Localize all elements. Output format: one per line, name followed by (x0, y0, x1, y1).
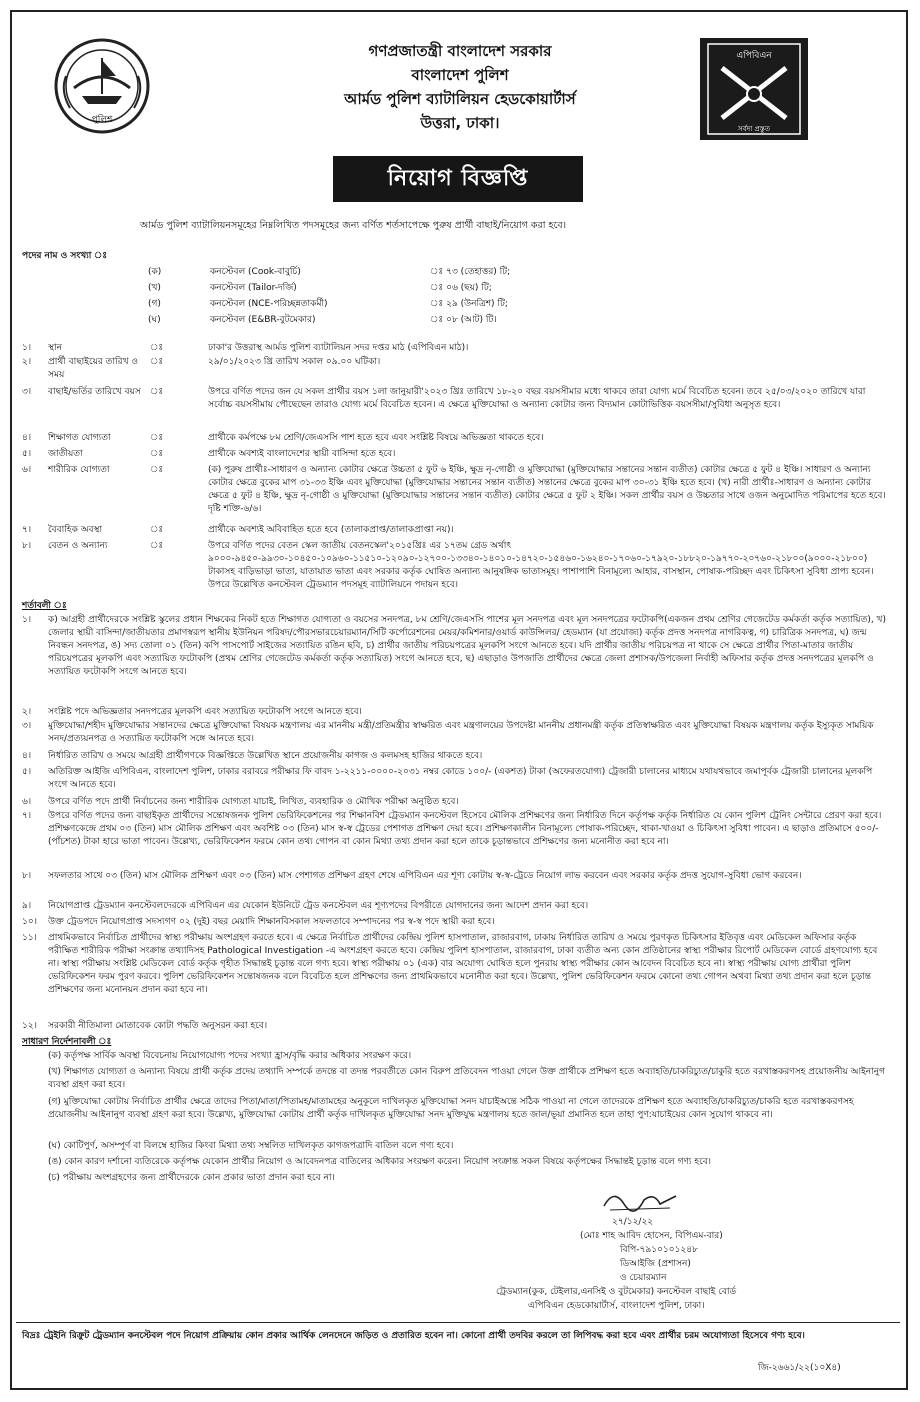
condition-num: ১০। (22, 917, 37, 927)
condition-text: সফলতার সাথে ০৩ (তিন) মাস মৌলিক প্রশিক্ষণ এবং ০৩ (তিন) মাস পেশাগত প্রশিক্ষণ গ্রহণ শেষে এপিবিএন এর শূণ্য কোটায় স্ব-স্ব-ট্রেডে নিয়োগ লাভ করবেন এবং সরকার কর্তৃক প্রদত্ত সুযোগ-সুবিধা ভোগ করবেন। (48, 871, 802, 881)
condition-num: ১। (22, 615, 32, 625)
post-count: ঃ ০৮ (আট) টি। (430, 315, 497, 325)
detail-num: ৪। (22, 433, 32, 443)
condition-num: ৪। (22, 751, 32, 761)
condition-text: প্রাথমিকভাবে নির্বাচিত প্রার্থীদের স্বাস্থ্য পরীক্ষায় অংশগ্রহণ করতে হবে। এ ক্ষেত্রে নির্বাচিত প্রার্থীদের কেন্দ্রিয় পুলিশ হাসপাতাল, রাজারবাগ, ঢাকায় নির্ধারিত তারিখ ও সময়ে পুরণকৃত চিকিৎসার ইতিবৃত্ত এবং মেডিকেল অফিসার কর্তৃক পরীক্ষিত শারীরিক পরীক্ষা সংক্রান্ত তথ্যাদিসহ Pathological Investigation -এ অংশগ্রহণ করতে হবে। কেন্দ্রিয় পুলিশ হাসপাতাল, রাজারবাগ, ঢাকা ব্যতীত অন্য কোন প্রতিষ্ঠানের স্বাস্থ্য পরীক্ষার রিপোর্ট মেডিকেল বোর্ডে গ্রহণযোগ্য হবে না। স্বাস্থ্য পরীক্ষায় সংশ্লিষ্ট মেডিকেল বোর্ড কর্তৃক গৃহীত সিদ্ধান্তই চূড়ান্ত বলে গণ্য হবে। স্বাস্থ্য পরীক্ষায় ০১ (এক) বার অযোগ্য ঘোষিত হলে পুনরায় স্বাস্থ্য পরীক্ষার কোন আবেদন বিবেচিত হবে না। স্বাস্থ্য পরীক্ষায় যোগ্য প্রার্থীরা পুলিশ ভেরিফিকেশন ফরম পুরণ করবে। পুলিশ ভেরিফিকেশন সন্তোষজনক বলে বিবেচিত হলে প্রশিক্ষণের জন্য প্রাথমিকভাবে মনোনীত করা হবে। উল্লেখ্য, পুলিশ ভেরিফিকেশন ফরমে কোনো তথ্য গোপন অথবা মিথ্যা তথ্য প্রদান করা হলে চূড়ান্ত প্রশিক্ষণের জন্য মনোনয়ন প্রদান করা হবে না। (48, 933, 878, 995)
detail-sep: ঃ (150, 449, 164, 459)
post-name: কনস্টেবল (NCE-পরিচ্ছন্নতাকর্মী) (210, 299, 328, 309)
signatory-designation: ডিআইজি (প্রশাসন) (620, 1259, 691, 1269)
detail-text: উপরে বর্ণিত পদের বেতন স্কেল জাতীয় বেতনস্কেল'২০১৫খ্রিঃ এর ১৭তম গ্রেড অর্থাৎ ৯০০০-৯৪৫০-৯৯৩০-১০৪৫০-১০৯৬০-১১৫১০-১২০৯০-১২৭০০-১৩৩৪০-১৪০১০-১৪৭২০-১৫৪৬০-১৬২৪০-১৭০৬০-১৭৯২০-১৮৮২০-১৯৭৭০-২০৭৬০-২১৮০০(৯০০০-২১৮০০) টাকাসহ বাড়িভাড়া ভাতা, যাতায়াত ভাতা এবং সরকার কর্তৃক ঘোষিত অন্যান্য আনুষঙ্গিক ভাতাসমূহ। পাশাপাশি বিনামূল্যে আহার, বাসস্থান, পোষাক-পরিচ্ছদ এবং চিকিৎসা সুবিধা প্রাপ্য হবেন। উপরে উল্লেখিত কনস্টেবল ট্রেডম্যান পদসমূহ ব্যাটালিয়নে পদায়ন হবে। (208, 541, 874, 590)
detail-text: ২৯/০১/২০২৩ খ্রি তারিখ সকাল ০৯.০০ ঘটিকা। (208, 357, 381, 367)
condition-text: নিয়োগপ্রাপ্ত ট্রেডম্যান কনস্টেবলদেরকে এপিবিএন এর যেকোন ইউনিটে ট্রেড কনস্টেবল এর শূণ্যপদের বিপরীতে যোগদানের জন্য আদেশ প্রদান করা হবে। (48, 901, 589, 911)
emblem-label: পুলিশ (91, 115, 113, 125)
general-item: (ঘ) কোটিপুর্ণ, অসম্পূর্ণ বা বিলম্বে হাজির কিংবা মিথ্যা তথ্য সম্বলিত দাখিলকৃত কাগজপত্রাদি বাতিল বলে গণ্য হবে। (48, 1141, 454, 1151)
detail-label: বেতন ও অন্যান্য (48, 541, 108, 551)
detail-sep: ঃ (150, 387, 164, 397)
detail-num: ৫। (22, 449, 32, 459)
office-location: উত্তরা, ঢাকা। (420, 114, 500, 132)
detail-label: স্থান (48, 343, 62, 353)
condition-num: ৯। (22, 901, 32, 911)
detail-num: ৭। (22, 525, 32, 535)
detail-text: প্রার্থীকে অবশ্যই বাংলাদেশের স্থায়ী বাসিন্দা হতে হবে। (208, 449, 396, 459)
general-heading: সাধারণ নির্দেশনাবলী ঃ (22, 1037, 112, 1047)
posts-heading: পদের নাম ও সংখ্যা ঃ (22, 251, 108, 261)
condition-num: ৩। (22, 721, 32, 731)
post-count: ঃ ০৬ (ছয়) টি; (430, 283, 492, 293)
signature-date: ২৭/১২/২২ (612, 1217, 654, 1227)
detail-sep: ঃ (150, 465, 164, 475)
detail-sep: ঃ (150, 525, 164, 535)
post-mark: (গ) (148, 299, 161, 309)
notice-title: নিয়োগ বিজ্ঞপ্তি (333, 156, 583, 202)
detail-label: শিক্ষাগত যোগ্যতা (48, 433, 111, 443)
general-item: (ক) কর্তৃপক্ষ সার্বিক অবস্থা বিবেচনায় নিয়োগযোগ্য পদের সংখ্যা হ্রাস/বৃদ্ধি করার অধিকার সংরক্ষণ করে। (48, 1051, 412, 1061)
condition-num: ১১। (22, 933, 37, 943)
detail-text: প্রার্থীকে কর্মপক্ষে ৮ম শ্রেণি/জেএসসি পাশ হতে হবে এবং সংশ্লিষ্ট বিষয়ে অভিজ্ঞতা থাকতে হবে। (208, 433, 544, 443)
detail-text: উপরে বর্ণিত পদের জন যে সকল প্রার্থীর বয়স ১লা জানুয়ারী'২০২৩ খ্রিঃ তারিখে ১৮-২০ বছর বয়সসীমার মধ্যে থাকবে তারা যোগ্য মর্মে বিবেচিত হবেন। তবে ২৫/০৩/২০২০ তারিখে যারা সর্বোচ্চ বয়সসীমায় পৌছেছেন তারাও যোগ্য মর্মে বিবেচিত হবেন। এ ক্ষেত্রে মুক্তিযোদ্ধা ও অন্যান্য কোটার জন্য বিদ্যমান কোটাভিত্তিক বয়সসীমা/সুবিধা অনুসৃত হবে। (208, 387, 866, 410)
condition-text: উপরে বর্ণিত পদে প্রার্থী নির্বাচনের জন্য শারীরিক যোগ্যতা যাচাই, লিখিত, ব্যবহারিক ও মৌখিক পরীক্ষা অনুষ্ঠিত হবে। (48, 797, 459, 807)
footnote: বিদ্রঃ ট্রেইনি রিক্রুট ট্রেডম্যান কনস্টেবল পদে নিয়োগ প্রক্রিয়ায় কোন প্রকার আর্থিক লেনদেনে জড়িত ও প্রতারিত হবেন না। কোনো প্রার্থী তদবির করলে তা লিপিবদ্ধ করা হবে এবং প্রার্থীর চরম অযোগ্যতা হিসেবে গণ্য হবে। (22, 1331, 805, 1341)
detail-num: ৬। (22, 465, 32, 475)
signature-scribble-icon (600, 1186, 680, 1216)
intro-text: আর্মড পুলিশ ব্যাটালিয়নসমূহের নিম্নলিখিত পদসমূহের জন্য বর্ণিত শর্তসাপেক্ষে পুরুষ প্রার্থী বাছাই/নিয়োগ করা হবে। (140, 220, 567, 231)
post-name: কনস্টেবল (Tailor-দর্জি) (210, 283, 297, 293)
detail-sep: ঃ (150, 357, 164, 367)
detail-label: বৈবাহিক অবস্থা (48, 525, 103, 535)
post-count: ঃ ২৯ (উনত্রিশ) টি; (430, 299, 508, 309)
detail-num: ৮। (22, 541, 32, 551)
condition-num: ২। (22, 707, 32, 717)
general-item: (ঙ) কোন কারণ দর্শানো ব্যতিরেকে কর্তৃপক্ষ যেকোন প্রার্থীর নিয়োগ ও আবেদনপত্র বাতিলের অধিকার সংরক্ষণ করেন। নিয়োগ সংক্রান্ত সকল বিষয়ে কর্তৃপক্ষের সিদ্ধান্তই চূড়ান্ত বলে গণ্য হবে। (48, 1157, 711, 1167)
condition-num: ৭। (22, 811, 32, 821)
general-item: (খ) শিক্ষাগত যোগ্যতা ও অন্যান্য বিষয়ে প্রার্থী কর্তৃক প্রদেয় তথ্যাদি সম্পর্কে তদন্তে বা তদন্ত পরবর্তীতে কোন বিরুপ প্রতিবেদন পাওয়া গেলে উক্ত প্রার্থীকে প্রশিক্ষণ হতে অব্যাহতি/চাকরিচ্যুত/চাকুরি হতে বরখাস্তকরণসহ প্রয়োজনীয় আইনানুগ ব্যবস্থা গ্রহণ করা হবে। (48, 1067, 886, 1090)
condition-text: উপরে বর্ণিত পদের জন্য বাছাইকৃত প্রার্থীদের সন্তোষজনক পুলিশ ভেরিফিকেশনের পর শিক্ষানবিশ ট্রেডম্যান কনস্টেবল হিসেবে মৌলিক প্রশিক্ষণের জন্য নির্ধারিত দিনে কর্তৃপক্ষ কর্তৃক নির্ধারিত যে কোন পুলিশ ট্রেনিং সেন্টারে প্রেরণ করা হবে। প্রশিক্ষণকেন্দ্রে প্রথম ০৩ (তিন) মাস মৌলিক প্রশিক্ষণ এবং অবশিষ্ট ০৩ (তিন) মাস স্ব-স্ব ট্রেডের পেশাগত প্রশিক্ষণ দেয়া হবে। প্রশিক্ষণকালীন বিনামূল্যে পোষাক-পরিচ্ছেদ, থাকা-খাওয়া ও চিকিৎসা সুবিধা পাবেন। এ ছাড়াও প্রতিমাসে ৫০০/- (পাঁচশত) টাকা হারে ভাতা পাবেন। উল্লেখ্য, ভেরিফিকেশন ফরমে কোন তথ্য গোপন বা কোন মিথ্যা তথ্য প্রদান করা হলে তাকে চূড়ান্তভাবে প্রশিক্ষণের জন্য মনোনীত করা হবে না। (48, 811, 882, 847)
general-item: (চ) পরীক্ষায় অংশগ্রহণের জন্য প্রার্থীদেরকে কোন প্রকার ভাতা প্রদান করা হবে না। (48, 1173, 335, 1183)
detail-label: বাছাই/ভর্তির তারিখে বয়স (48, 387, 141, 397)
detail-text: (ক) পুরুষ প্রার্থীঃ-সাধারণ ও অন্যান্য কোটার ক্ষেত্রে উচ্চতা ৫ ফুট ৬ ইঞ্চি, ক্ষুদ্র নৃ-গোষ্ঠী ও মুক্তিযোদ্ধা (মুক্তিযোদ্ধার সন্তানের সন্তান ব্যতীত) কোটার ক্ষেত্রে ৫ ফুট ৪ ইঞ্চি। সাধারণ ও অন্যান্য কোটার ক্ষেত্রে বুকের মাপ ৩১-৩৩ ইঞ্চি এবং মুক্তিযোদ্ধা (মুক্তিযোদ্ধার সন্তানের সন্তান ব্যতীত) সন্তানের ক্ষেত্রে বুকের মাপ ৩০-৩১ ইঞ্চি হতে হবে। (খ) নারী প্রার্থীঃ-সাধারণ ও অন্যান্য কোটার ক্ষেত্রে ৫ ফুট ৪ ইঞ্চি, ক্ষুদ্র নৃ-গোষ্ঠী ও মুক্তিযোদ্ধা (মুক্তিযোদ্ধার সন্তানের সন্তান ব্যতীত) কোটার ক্ষেত্রে ৫ ফুট ২ ইঞ্চি। সকল প্রার্থীর বয়স ও উচ্চতার সাথে ওজন অনুমোদিত পরিমাপের হতে হবে। দৃষ্টি শক্তি-৬/৬। (208, 465, 886, 514)
condition-num: ৫। (22, 767, 32, 777)
condition-text: অতিরিক্ত আইজি এপিবিএন, বাংলাদেশ পুলিশ, ঢাকার বরাবরে পরীক্ষার ফি বাবদ ১-২২১১-০০০০-২০৩১ নম্বর কোডে ১০০/- (একশত) টাকা (অফেরতযোগ্য) ট্রেজারী চালানের মাধ্যমে যথাযথভাবে জমাপূর্বক ট্রেজারী চালানের মূলকপি সংগে আনতে হবে। (48, 767, 873, 790)
post-count: ঃ ৭৩ (তেহাত্তর) টি; (430, 267, 511, 277)
post-mark: (ক) (148, 267, 162, 277)
detail-label: জাতীয়তা (48, 449, 83, 459)
detail-num: ১। (22, 343, 32, 353)
condition-text: নির্ধারিত তারিখ ও সময়ে আগ্রহী প্রার্থীগণকে বিজ্ঞপ্তিতে উল্লেখিত স্থানে প্রয়োজনীয় কাগজ ও কলমসহ হাজির থাকতে হবে। (48, 751, 483, 761)
reference-code: জি-২৬৬১/২২(১০X৪) (758, 1363, 841, 1373)
footnote-divider (16, 1322, 900, 1323)
selection-board: ট্রেডম্যান(কুক, টেইলার,এনসিই ও বুটমেকার) কনস্টেবল বাছাই বোর্ড (496, 1287, 737, 1297)
condition-text: মুক্তিযোদ্ধা/শহীদ মুক্তিযোদ্ধার সন্তানদের ক্ষেত্রে মুক্তিযোদ্ধা বিষয়ক মন্ত্রণালয় এর মাননীয় মন্ত্রী/প্রতিমন্ত্রীর স্বাক্ষরিত এবং মন্ত্রণালয়ের উপদেষ্টা মাননীয় প্রধানমন্ত্রী কর্তৃক প্রতিস্বাক্ষরিত এবং মুক্তিযোদ্ধা বিষয়ক মন্ত্রণালয় কর্তৃক ইস্যুকৃত সাময়িক সনদ/প্রত্যয়নপত্র ও সত্যায়িত ফটোকপি সঙ্গে আনতে হবে। (48, 721, 874, 744)
condition-num: ১২। (22, 1021, 37, 1031)
detail-text: ঢাকা'র উত্তরাস্থ আর্মড পুলিশ ব্যাটালিয়ন সদর দপ্তর মাঠ (এপিবিএন মাঠ)। (208, 343, 469, 353)
detail-label: প্রার্থী বাছাইয়ের তারিখ ও সময় (48, 357, 138, 380)
post-name: কনস্টেবল (Cook-বাবুর্চি) (210, 267, 301, 277)
detail-text: প্রার্থীকে অবশ্যই অবিবাহিত হতে হবে (তালাকপ্রাপ্ত/তালাকপ্রাপ্তা নয়)। (208, 525, 454, 535)
condition-text: উক্ত ট্রেডপদে নিয়োগপ্রাপ্ত সদস্যগণ ০২ (দুই) বছর মেয়াদি শিক্ষানবিসকাল সফলতাবে সম্পাদনের পর স্ব-স্ব পদে স্থায়ী করা হবে। (48, 917, 495, 927)
apbn-label-top: এপিবিএন (736, 51, 772, 61)
dept-name: বাংলাদেশ পুলিশ (411, 66, 509, 84)
signatory-name: (মোঃ শাহ আবিদ হোসেন, বিপিএম-বার) (580, 1231, 723, 1241)
post-mark: (ঘ) (148, 315, 161, 325)
condition-text: সংশ্লিষ্ট পদে অভিজ্ঞতার সনদপত্রের মূলকপি এবং সত্যায়িত ফটোকপি সংগে আনতে হবে। (48, 707, 362, 717)
govt-name: গণপ্রজাতন্ত্রী বাংলাদেশ সরকার (368, 42, 552, 60)
general-item: (গ) মুক্তিযোদ্ধা কোটায় নির্বাচিত প্রার্থীর ক্ষেত্রে তাদের পিতা/মাতা/পিতামহ/মাতামহের অনুকূলে দাখিলকৃত মুক্তিযোদ্ধা সনদ যাচাইঅন্তে সঠিক পাওয়া না গেলে তাদেরকে প্রশিক্ষণ হতে অব্যাহতি/চাকরিচ্যুত/চাকরি হতে বরখাস্তকরণসহ প্রয়োজনীয় আইনানুগ ব্যবস্থা গ্রহণ করা হবে। উল্লেখ্য, মুক্তিযোদ্ধা কোটায় প্রার্থী কর্তৃক দাখিলকৃত মুক্তিযোদ্ধা সনদ মুক্তিযুদ্ধ মন্ত্রণালয় হতে জাল/ভূয়া প্রমানিত হলে তাহা পুণ:যাচাইয়ের কোন সুযোগ থাকবে না। (48, 1097, 854, 1120)
office-name: আর্মড পুলিশ ব্যাটালিয়ন হেডকোয়ার্টার্স (344, 90, 576, 108)
bangladesh-police-emblem-icon (52, 36, 152, 136)
condition-num: ৮। (22, 871, 32, 881)
condition-text: সরকারী নীতিমালা মোতাবেক কোটা পদ্ধতি অনুসরন করা হবে। (48, 1021, 268, 1031)
detail-num: ৩। (22, 387, 32, 397)
detail-sep: ঃ (150, 343, 164, 353)
detail-sep: ঃ (150, 541, 164, 551)
detail-sep: ঃ (150, 433, 164, 443)
detail-label: শারীরিক যোগ্যতা (48, 465, 110, 475)
signatory-bp: বিপি-৭৯১০১০১২৪৮ (620, 1245, 698, 1255)
signatory-role: ও চেয়ারম্যান (620, 1273, 667, 1283)
post-mark: (খ) (148, 283, 161, 293)
detail-num: ২। (22, 357, 32, 367)
condition-text: ক) আগ্রহী প্রার্থীদেরকে সংশ্লিষ্ট স্কুলের প্রধান শিক্ষকের নিকট হতে শিক্ষাগত যোগ্যতা ও বয়সের সনদপত্র, ৮ম শ্রেণি/জেএসসি পাশের মূল সনদপত্র এবং মূল সনদপত্রের ফটোকপি(একজন প্রথম শ্রেণির গেজেটেড কর্মকর্তা কর্তৃক সত্যায়িত), খ) জেলার স্থায়ী বাসিন্দা/জাতীয়তার প্রমাণস্বরূপ স্থানীয় ইউনিয়ন পরিষদ/পৌরসভারচেয়ারম্যান/সিটি কর্পোরেশনের মেয়র/কমিশনার/ওয়ার্ড কাউন্সিলর/ হেডম্যান (যা প্রযোজ্য) কর্তৃক প্রদত্ত সনদপত্র নাগরিকত্ব, গ) চারিত্রিক সনদপত্র, ঘ) জন্ম নিবন্ধন সনদপত্র, ঙ) সদ্য তোলা ০১ (তিন) কপি পাসপোর্ট সাইজের সত্যায়িত রঙিন ছবি, চ) প্রার্থীর জাতীয় পরিচয়পত্রের মূলকপি সংগে আনতে হবে। যদি প্রার্থীর জাতীয় পরিচয়পত্র না থাকে সে ক্ষেত্রে প্রার্থীর পিতা-মাতার জাতীয় পরিচয়পত্রের মূলকপি এবং সত্যায়িত ফটোকপি (প্রথম শ্রেণির গেজেটেড কর্মকর্তা কর্তৃক সত্যায়িত) সংগে আনতে হবে, ছ) এছাড়াও উপজাতি প্রার্থীদের ক্ষেত্রে জেলা প্রশাসক/উপজেলা নির্বাহী অফিসার কর্তৃক প্রদত্ত সনদপত্রের মূলকপি ও সত্যায়িত ফটোকপি সংগে আনতে হবে। (48, 615, 886, 677)
conditions-heading: শর্তাবলী ঃ (22, 601, 67, 611)
post-name: কনস্টেবল (E&BR-বুটমেকার) (210, 315, 316, 325)
signatory-office: এপিবিএন হেডকোয়ার্টার্স, বাংলাদেশ পুলিশ, ঢাকা। (528, 1301, 705, 1311)
apbn-motto: সর্বদা প্রস্তুত (738, 125, 770, 133)
condition-num: ৬। (22, 797, 32, 807)
